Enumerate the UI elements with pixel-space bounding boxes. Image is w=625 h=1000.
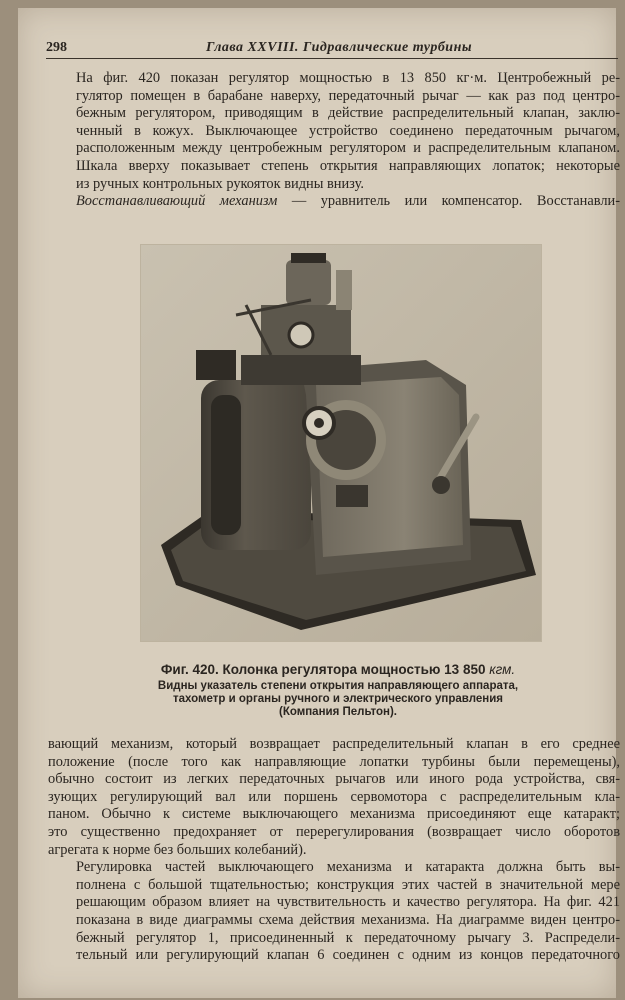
caption-line: тахометр и органы ручного и электрического управления <box>173 693 503 705</box>
text-line: расположенным между центробежным регулятором и распределительным клапаном. <box>76 140 620 157</box>
text-line: положение (после того как направляющие лопатки турбины были перемещены), <box>48 753 620 770</box>
figure-caption-description <box>88 680 588 719</box>
caption-title-text: Фиг. 420. Колонка регулятора мощностью 13 850 <box>160 662 490 677</box>
text-line: зующих регулирующий вал или поршень сервомотора с распределительным кла- <box>48 788 620 805</box>
text-line <box>48 193 620 211</box>
figure-photo <box>140 244 542 642</box>
text-line: гулятор помещен в барабане наверху, передаточный рычаг — как раз под центро- <box>76 87 620 104</box>
text-line: ченный в кожух. Выключающее устройство соединено передаточным рычагом, <box>76 122 620 139</box>
text-line: На фиг. 420 показан регулятор мощностью в 13 850 кг·м. Центробежный ре- <box>76 70 620 86</box>
text-line: бежный регулятор 1, присоединенный к передаточному рычагу 3. Распредели- <box>76 929 620 946</box>
term-italic: Восстанавливающий механизм <box>76 193 278 210</box>
text-line: паном. Обычно к системе выключающего механизма присоединяют еще катаракт; <box>48 806 620 823</box>
caption-line: Видны указатель степени открытия направляющего аппарата, <box>157 680 519 692</box>
text-line: Шкала вверху показывает степень открытия направляющих лопаток; некоторые <box>76 157 620 174</box>
text-line: обычно состоит из легких передаточных рычагов или иного рода устройства, свя- <box>48 771 620 788</box>
caption-line: (Компания Пельтон). <box>279 706 397 718</box>
running-head <box>46 40 618 59</box>
text-line: это существенно предохраняет от перерегулирования (возвращает число оборотов <box>48 823 620 840</box>
text-line: агрегата к норме без больших колебаний). <box>48 841 307 858</box>
governor-machine-illustration <box>141 245 541 641</box>
text-line: показана в виде диаграммы схема действия механизма. На диаграмме виден центро- <box>76 911 620 928</box>
figure-caption-title <box>88 662 588 677</box>
text-line: решающим образом влияет на чувствительность и качество регулятора. На фиг. 421 <box>76 894 620 911</box>
text-line: Регулировка частей выключающего механизма и катаракта должна быть вы- <box>76 859 620 876</box>
bottom-paragraphs <box>48 736 620 965</box>
text-line: полнена с большой тщательностью; конструкция этих частей в значительной мере <box>76 876 620 893</box>
chapter-title: Глава XXVIII. Гидравлические турбины <box>206 40 473 55</box>
term-rest: — уравнитель или компенсатор. Восстанавли- <box>277 193 620 210</box>
text-line: бежным регулятором, приводящим в действие распределительный клапан, заклю- <box>76 105 620 122</box>
text-line: тельный или регулирующий клапан 6 соединен с одним из концов передаточного <box>76 947 620 964</box>
book-page <box>18 8 620 998</box>
caption-unit: кгм. <box>489 662 516 677</box>
text-line: из ручных контрольных рукояток видны внизу. <box>76 175 364 192</box>
text-line: вающий механизм, который возвращает распределительный клапан в его среднее <box>48 736 620 752</box>
page-number: 298 <box>46 40 67 55</box>
top-paragraph <box>48 70 620 211</box>
